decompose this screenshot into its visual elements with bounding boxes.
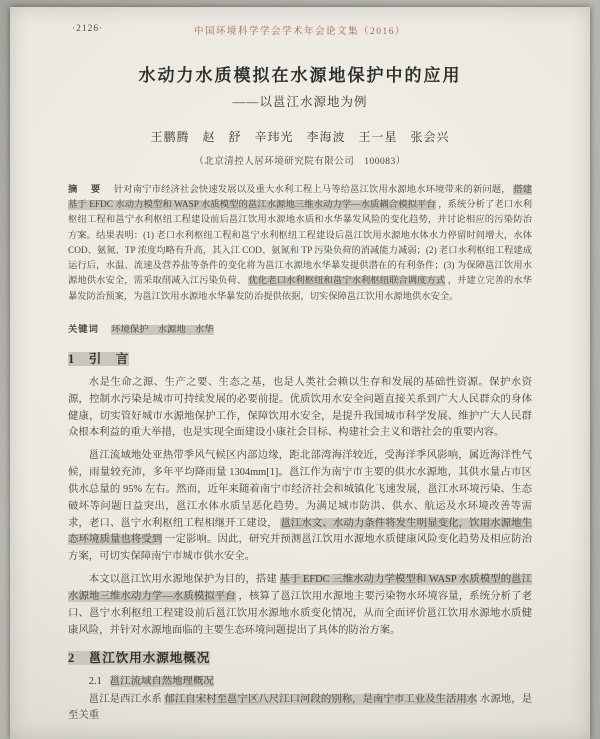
page-content — [68, 7, 532, 725]
paragraph-text-highlighted: 郁江自宋村至邕宁区八尺江口河段的别称，是南宁市工业及生活用水 — [164, 693, 478, 705]
running-header — [68, 23, 532, 37]
paragraph-text-highlighted: 基于 EFDC 三维水动力学模型和 WASP 水质模型的邕江水源地三维水动力学—水质模拟平台 — [68, 574, 532, 602]
section-1-heading-text: 1 引 言 — [68, 351, 130, 366]
abstract-text-highlighted: 搭建基于 EFDC 水动力模型和 WASP 水质模型的邕江水源地三维水动力学—水质耦合模拟平台 — [68, 185, 532, 211]
abstract-text: ，系统分析了老口水利枢纽工程和邕宁水利枢纽工程建设前后邕江饮用水源地水质和水华暴发风险的变化趋势，并讨论相应的污染防治方案。结果表明：(1) 老口水利枢纽工程和邕宁水利枢纽工程建设后邕江饮用水源地水体水力停留时间增大，水体 COD、氨氮、TP 浓度均略有升高，其入江 COD、氨氮和 TP 污染负荷的消减能力减弱；(2) 老口水利枢纽工程建成运行后，水温、流速及营养盐等条件的变化将为邕江水源地水华暴发提供潜在的有利条件；(3) 为保障邕江饮用水源地供水安全，需采取削减入江污染负荷、 — [68, 200, 532, 287]
section-2-heading-text: 2 邕江饮用水源地概况 — [68, 650, 211, 665]
abstract-label: 摘 要 — [68, 185, 103, 195]
paragraph-text: 一定影响。因此，研究并预测邕江饮用水源地水质健康风险变化趋势及相应防治方案，可切实保障南宁市城市供水安全。 — [68, 534, 532, 563]
paragraph-text: 本文以邕江饮用水源地保护为目的，搭建 — [88, 574, 277, 586]
page-number: ·2126· — [72, 24, 104, 34]
keywords-label: 关键词 — [68, 324, 99, 335]
abstract-block — [68, 183, 532, 305]
paper-page — [10, 7, 590, 739]
paragraph-text: ，核算了邕江饮用水源地主要污染物水环境容量，系统分析了老口、邕宁水利枢纽工程建设前后邕江饮用水源地水质变化情况，从而全面评价邕江饮用水源地水质健康风险，并针对水源地面临的主要生态环境问题提出了具体的防治方案。 — [68, 591, 532, 636]
paper-title: 水动力水质模拟在水源地保护中的应用 — [138, 66, 462, 85]
section-2-heading — [68, 648, 532, 666]
subsection-number: 2.1 — [88, 675, 102, 687]
section-1-heading — [68, 349, 532, 367]
paragraph-text: 水是生命之源、生产之要、生态之基，也是人类社会赖以生存和发展的基础性资源。保护水资源，控制水污染是城市可持续发展的必要前提。优质饮用水安全问题直接关系到广大人民群众的身体健康，切实管好城市水源地保护工作，保障饮用水安全，是提升我国城市科学发展、维护广大人民群众根本利益的重大举措，也是实现全面建设小康社会目标、构建社会主义和谐社会的重要内容。 — [68, 376, 532, 439]
author-list: 王鹏腾 赵 舒 辛玮光 李海波 王一星 张会兴 — [150, 130, 450, 144]
paragraph-text: 邕江是西江水系 — [88, 693, 162, 705]
proceedings-title: 中国环境科学学会学术年会论文集（2016） — [193, 27, 406, 37]
intro-paragraph-2 — [68, 448, 532, 566]
subsection-2-1-heading — [68, 672, 532, 687]
paragraph-text-highlighted: 邕江水文、水动力条件将发生明显变化，饮用水源地生态环境质量也将受到 — [68, 517, 533, 546]
subsection-title: 邕江流域自然地理概况 — [109, 675, 214, 687]
affiliation: （北京清控人居环境研究院有限公司 100083） — [194, 157, 406, 167]
paragraph-text: 邕江流域地处亚热带季风气候区内部边缘，距北部湾海洋较近，受海洋季风影响，属近海洋性气候，雨量较充沛，多年平均降雨量 1304mm[1]。邕江作为南宁市主要的供水水源地，其供水量占市区供水总量的 95% 左右。然而，近年来随着南宁市经济社会和城镇化飞速发展，邕江水环境污染、生态破坏等问题日益突出，邕江水体水质呈恶化趋势。为满足城市防洪、供水、航运及水环境改善等需求，老口、邕宁水利枢纽工程相继开工建设， — [68, 450, 532, 529]
abstract-text: ，并建立完善的水华暴发防治预案，为邕江饮用水源地水华暴发防治提供依据，切实保障邕江饮用水源地供水安全。 — [68, 276, 532, 302]
keywords-line — [68, 321, 532, 335]
paragraph-text: 水源地，是至关重 — [68, 693, 533, 722]
keywords-terms: 环境保护 水源地 水华 — [111, 324, 214, 335]
paper-subtitle: ——以邕江水源地为例 — [232, 95, 368, 109]
section-2-paragraph-1 — [68, 692, 532, 726]
intro-paragraph-3 — [68, 572, 532, 639]
abstract-text: 针对南宁市经济社会快速发展以及重大水利工程上马等给邕江饮用水源地水环境带来的新问题， — [113, 185, 511, 195]
abstract-text-highlighted: 优化老口水利枢纽和邕宁水利枢纽联合调度方式 — [248, 276, 446, 287]
intro-paragraph-1 — [68, 375, 532, 442]
